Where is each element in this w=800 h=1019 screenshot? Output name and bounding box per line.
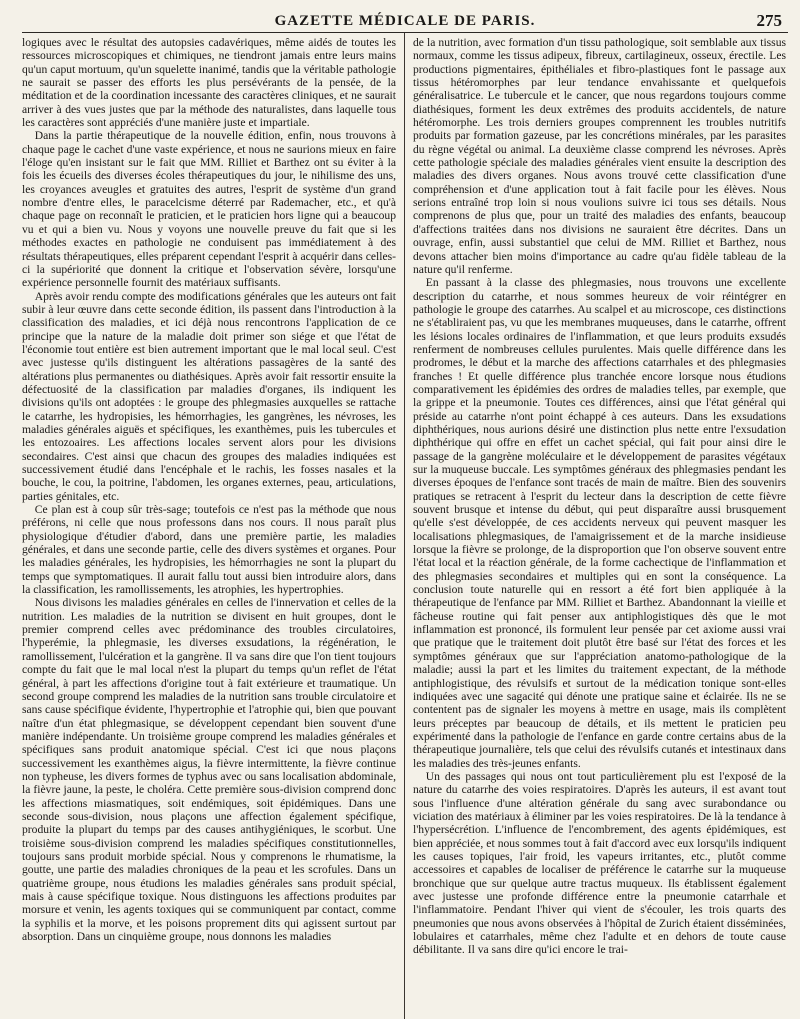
paragraph: Un des passages qui nous ont tout particulièrement plu est l'exposé de la nature du catarrhe des voies respiratoires. D'après les auteurs, il est avant tout sous l'influence d'une altération générale du sang avec surabondance ou viciation des matériaux à éliminer par les voies respiratoires. De là la tendance à l'hypersécrétion. L'influence de l'encombrement, des agents épidémiques, est bien appréciée, et nous sommes tout à fait d'accord avec eux lorsqu'ils indiquent les causes topiques, l'air froid, les vapeurs irritantes, etc., plutôt comme accessoires et capables de localiser de préférence le catarrhe sur la muqueuse bronchique que sur quelque autre tractus muqueux. Ils établissent également avec justesse une profonde différence entre la pneumonie catarrhale et l'inflammatoire. Pendant l'hiver qui vient de s'écouler, les trois quarts des pneumonies que nous avons observées à l'hôpital de Zurich étaient disséminées, lobulaires et catarrhales, même chez l'adulte et en dehors de toute cause débilitante. Il va sans dire qu'ici encore le trai- <box>413 769 786 957</box>
paragraph: Dans la partie thérapeutique de la nouvelle édition, enfin, nous trouvons à chaque page le cachet d'une vaste expérience, et nous ne saurions mieux en faire l'éloge qu'en insistant sur le fait que MM. Rilliet et Barthez ont su éviter à la fois les écueils des diverses écoles thérapeutiques du jour, le nihilisme des uns, les croyances aveugles et gratuites des autres, l'esprit de système d'un grand nombre d'entre elles, le paracelcisme déterré par Rademacher, etc., et qu'à chaque page on reconnaît le praticien, et le praticien hors ligne qui a beaucoup vu et qui a bien vu. Nous y voyons une nouvelle preuve du fait que si les méthodes exactes en pathologie ne conduisent pas immédiatement à des résultats thérapeutiques, elles préparent cependant l'esprit à acquérir dans celles-ci la supériorité que donnent la critique et l'observation sévère, lorsqu'une expérience personnelle fournit des matériaux suffisants. <box>22 129 396 290</box>
running-title: GAZETTE MÉDICALE DE PARIS. <box>274 13 536 29</box>
paragraph: Ce plan est à coup sûr très-sage; toutefois ce n'est pas la méthode que nous préférons, ni celle que nous professons dans nos cours. Il nous paraît plus physiologique d'étudier d'abord, dans une première partie, les maladies générales, et dans une seconde partie, celle des divers systèmes et organes. Pour les maladies générales, les hydropisies, les hémorrhagies ne sont la plupart du temps que symptomatiques. Il aurait fallu tout aussi bien introduire alors, dans la classification, les ramollissements, les atrophies, les hypertrophies. <box>22 503 396 597</box>
page-header <box>22 6 788 33</box>
right-column <box>404 33 786 1019</box>
page-number: 275 <box>756 11 782 30</box>
paragraph: En passant à la classe des phlegmasies, nous trouvons une excellente description du catarrhe, et nous sommes heureux de voir réintégrer en pathologie le groupe des catarrhes. Au scalpel et au microscope, ces distinctions ne s'établiraient pas, vu que les membranes muqueuses, dans le catarrhe, offrent les lésions locales ordinaires de l'inflammation, et que leurs produits exsudés renferment de nombreuses cellules purulentes. Mais quelle différence dans les prodromes, le début et la marche des affections catarrhales et des phlegmasies franches ! Et quelle différence plus tranchée encore lorsque nous étudions comparativement les épidémies des ordres de maladies telles, par exemple, que la grippe et la pneumonie. Toutes ces différences, ainsi que l'état général qui préside au catarrhe n'ont point échappé à ces auteurs. Dans les exsudations diphthériques, nous aurions désiré une distinction plus nette entre l'exsudation diphthérique qui offre en effet un cachet spécial, qui fait pour ainsi dire le passage de la gangrène moléculaire et le développement de parasites végétaux sur la muqueuse buccale. Les symptômes généraux des phlegmasies pendant les diverses époques de l'enfance sont tracés de main de maître. Bien des souvenirs pratiques se retracent à l'esprit du lecteur dans la description de cette fièvre souvent brusque et intense du début, qui peut disparaître aussi brusquement qu'elle s'est développée, de ces accidents nerveux qui peuvent masquer les localisations phlegmasiques, de l'amaigrissement et de la marche insidieuse lorsque la fièvre se prolonge, de la disproportion que l'on observe souvent entre l'état local et la réaction générale, de la forme cachectique de l'inflammation et des phlegmasies secondaires et multiples qui en sont la conséquence. La conclusion toute naturelle qui en ressort a été fort bien appliquée à la thérapeutique de l'enfance par MM. Rilliet et Barthez. Abandonnant la vieille et fâcheuse routine qui fait penser aux antiphlogistiques dès que le mot inflammation est prononcé, ils formulent leur pensée par cet axiome aussi vrai que pratique que le traitement doit plutôt être basé sur l'état des forces et les symptômes généraux que sur l'appréciation anatomo-pathologique de la maladie; aussi la part et les limites du traitement expectant, de la méthode antiphlogistique, des révulsifs et surtout de la médication tonique sont-elles indiquées avec une sagacité qui dénote une pratique saine et éclairée. Ils ne se contentent pas de signaler les moyens à mettre en usage, mais ils complètent leurs préceptes par beaucoup de détails, et ils mettent le praticien peu expérimenté dans la pathologie de l'enfance en garde contre certains abus de la thérapeutique journalière, tels que celui des révulsifs cutanés et intestinaux dans les maladies des très-jeunes enfants. <box>413 276 786 770</box>
paragraph: Après avoir rendu compte des modifications générales que les auteurs ont fait subir à leur œuvre dans cette seconde édition, ils passent dans l'introduction à la classification des maladies, et ici déjà nous rencontrons l'application de ce principe que la nature de la maladie doit primer son siége et que l'état de l'économie tout entière est bien autrement important que le mal local seul. C'est avec justesse qu'ils distinguent les altérations passagères de la santé des altérations plus permanentes ou diathésiques. Après avoir fait ressortir ensuite la défectuosité de la classification par maladies d'organes, ils indiquent les divisions qu'ils ont adoptées : le groupe des phlegmasies auxquelles se rattache le catarrhe, les hydropisies, les hémorrhagies, les gangrènes, les névroses, les maladies générales aiguës et spécifiques, les exanthèmes, puis les tubercules et les entozoaires. Les affections locales servent alors pour les divisions secondaires. C'est ainsi que chacun des groupes des maladies indiquées est successivement étudié dans l'encéphale et le rachis, les fosses nasales et la bouche, le cou, la poitrine, l'abdomen, les organes externes, peau, articulations, parties génitales, etc. <box>22 289 396 503</box>
paragraph: de la nutrition, avec formation d'un tissu pathologique, soit semblable aux tissus normaux, comme les tissus adipeux, fibreux, cartilagineux, osseux, érectile. Les productions pigmentaires, épithéliales et fibro-plastiques font le passage aux tissus hétéromorphes par leur tendance envahissante et quelquefois généralisatrice. Le tubercule et le cancer, que nous regardons toujours comme diathésiques, forment les deux extrêmes des produits accidentels, de nature hétéromorphe. Les trois derniers groupes comprennent les troubles nutritifs produits par formation gazeuse, par les concrétions minérales, par les parasites du règne végétal ou animal. La deuxième classe comprend les névroses. Après cette pathologie spéciale des maladies générales vient ensuite la description des maladies des divers organes. Nous avons trouvé cette classification d'une compréhension et d'une application tout à fait facile pour les élèves. Nous serions entraîné trop loin si nous voulions suivre ici tous ses détails. Nous comprenons de plus que, pour un traité des maladies des enfants, beaucoup d'affections traitées dans nos divisions ne sauraient être décrites. Dans un ouvrage, enfin, aussi substantiel que celui de MM. Rilliet et Barthez, nous devons attacher bien moins d'importance au cadre qu'au fidèle tableau de la nature qu'il renferme. <box>413 36 786 276</box>
left-column <box>22 33 404 1019</box>
article-columns <box>22 33 788 1019</box>
paragraph: Nous divisons les maladies générales en celles de l'innervation et celles de la nutrition. Les maladies de la nutrition se divisent en huit groupes, dont le premier comprend celles avec prédominance des troubles circulatoires, l'hyperémie, la phlegmasie, les diverses exsudations, la régénération, le ramollissement, l'ulcération et la gangrène. Il va sans dire que l'on tient toujours compte du fait que le mal local n'est la plupart du temps qu'un reflet de l'état général, à part les affections d'origine tout à fait extérieure et traumatique. Un second groupe comprend les maladies de la nutrition sans trouble circulatoire et sans cause spécifique évidente, l'hypertrophie et l'atrophie qui, bien que pouvant naître d'un état phlegmasique, se développent cependant bien souvent d'une manière indépendante. Un troisième groupe comprend les maladies générales et spécifiques sans produit anatomique spécial. C'est ici que nous plaçons successivement les exanthèmes aigus, la fièvre intermittente, la fièvre continue non typheuse, les divers formes de typhus avec ou sans localisation abdominale, la fièvre jaune, la peste, le choléra. Cette première sous-division comprend donc les affections miasmatiques, soit endémiques, soit épidémiques. Dans une seconde sous-division, nous plaçons une affection également spécifique, produite la plupart du temps par des causes antihygiéniques, le scorbut. Une troisième sous-division comprend les maladies spécifiques constitutionnelles, toujours sans produit morbide spécial. Nous y comprenons le rhumatisme, la goutte, une partie des maladies chroniques de la peau et les scrofules. Dans un quatrième groupe, nous étudions les maladies générales sans produit spécial, mais à cause spécifique toxique. Nous distinguons les affections produites par morsure et venin, les agents toxiques qui se communiquent par contact, comme la syphilis et la morve, et les poisons proprement dits qui agissent surtout par absorption. Dans un cinquième groupe, nous donnons les maladies <box>22 596 396 944</box>
paragraph: logiques avec le résultat des autopsies cadavériques, même aidés de toutes les ressources microscopiques et chimiques, ne tiendront jamais entre leurs mains qu'un caput mortuum, qu'un squelette inanimé, tandis que la véritable pathologie ne saurait se passer des efforts les plus persévérants de la pensée, de la méditation et de la coordination incessante des caractères cliniques, et ne saurait arriver à des vues justes que par la méthode des naturalistes, dans laquelle tous les caractères sont appréciés d'une manière juste et impartiale. <box>22 36 396 130</box>
